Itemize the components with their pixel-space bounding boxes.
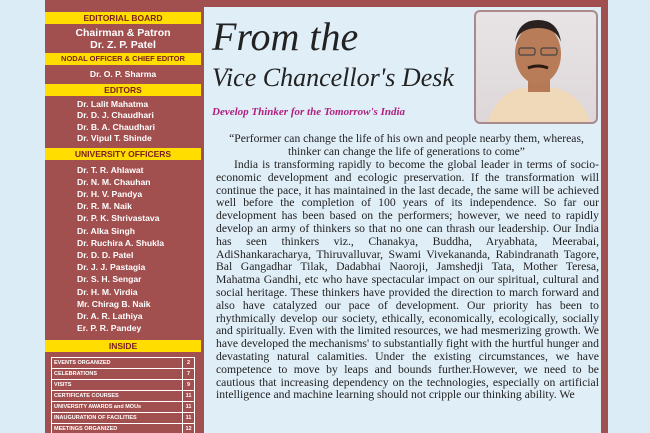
contents-title: CERTIFICATE COURSES — [52, 391, 183, 402]
contents-title: CELEBRATIONS — [52, 369, 183, 380]
contents-title: INAUGURATION OF FACILITIES — [52, 413, 183, 424]
contents-row[interactable] — [52, 391, 195, 402]
title-from-the: From the — [212, 14, 359, 59]
editorial-board-heading: EDITORIAL BOARD — [45, 12, 201, 24]
contents-title: VISITS — [52, 380, 183, 391]
inside-heading: INSIDE — [45, 340, 201, 352]
officer-name: Dr. J. J. Pastagia — [77, 262, 146, 273]
vice-chancellor-photo — [474, 10, 598, 124]
contents-row[interactable] — [52, 358, 195, 369]
contents-row[interactable] — [52, 413, 195, 424]
title-vice-chancellors-desk: Vice Chancellor's Desk — [212, 63, 454, 92]
chairman-title: Chairman & Patron — [75, 27, 171, 39]
officer-name: Dr. P. K. Shrivastava — [77, 213, 160, 224]
contents-row[interactable] — [52, 402, 195, 413]
contents-page: 11 — [183, 413, 195, 424]
officer-name: Mr. Chirag B. Naik — [77, 298, 151, 309]
editor-name: Dr. D. J. Chaudhari — [77, 110, 154, 120]
contents-row[interactable] — [52, 380, 195, 391]
officer-name: Dr. S. H. Sengar — [77, 274, 142, 285]
officers-list — [45, 160, 201, 339]
main-frame — [201, 0, 608, 433]
contents-page: 7 — [183, 369, 195, 380]
vc-desk-panel — [204, 7, 601, 433]
university-officers-heading: UNIVERSITY OFFICERS — [45, 148, 201, 160]
editor-name: Dr. Vipul T. Shinde — [77, 133, 152, 143]
officer-name: Dr. N. M. Chauhan — [77, 176, 151, 187]
contents-page: 12 — [183, 424, 195, 433]
contents-page: 2 — [183, 358, 195, 369]
officer-name: Dr. Ruchira A. Shukla — [77, 237, 165, 248]
editor-name: Dr. B. A. Chaudhari — [77, 121, 155, 132]
contents-page: 9 — [183, 380, 195, 391]
body-text: India is transforming rapidly to become the global leader in terms of socio-economic development and ecologic preservation. If the transformation will continue the pace, it has maintained in the last decade, the same will be achieved well before the completion of 100 years of its independence. So far our development has been based on the performers; however, we need to rapidly develop an army of thinkers so that no one can thrash our leadership. Our India has seen thinkers viz., Chanakya, Buddha, Aryabhata, Meerabai, AdiShankaracharya, Thiruvalluvar, Swami Vivekananda, Rabindranath Tagore, Bal Gangadhar Tilak, Dadabhai Naoroji, Jamshedji Tata, Mother Teresa, Mahatma Gandhi, etc who have spectacular impact on our spiritual, cultural and social heritage. These thinkers have provided the direction to march forward and also have catalyzed our pace of development. Our priority has been to rhythmically develop our society, ethically, economically, ecologically, socially and spiritually. Even with the limited resources, we had mesmerizing growth. We have developed the mechanisms' to substantially fight with the hurtful hunger and devastating natural calamities. Under the existing circumstances, we have competence to move by leaps and bounds further.However, we need to be cautious that increasing dependency on the technologies, especially on artificial intelligence and machine learning should not cripple our thinking ability. We — [216, 158, 599, 402]
contents-title: MEETINGS ORGANIZED — [52, 424, 183, 433]
officer-name: Dr. Alka Singh — [77, 225, 135, 236]
contents-page: 11 — [183, 391, 195, 402]
editor-name: Dr. Lalit Mahatma — [77, 98, 149, 109]
sidebar — [45, 0, 201, 433]
subtitle: Develop Thinker for the Tomorrow's India — [212, 106, 406, 118]
chairman-name: Dr. Z. P. Patel — [90, 38, 156, 51]
nodal-officer-heading: NODAL OFFICER & CHIEF EDITOR — [45, 53, 201, 65]
editors-heading: EDITORS — [45, 84, 201, 96]
contents-row[interactable] — [52, 369, 195, 380]
contents-title: UNIVERSITY AWARDS and MOUs — [52, 402, 183, 413]
officer-name: Dr. T. R. Ahlawat — [77, 164, 144, 175]
nodal-officer-name: Dr. O. P. Sharma — [89, 69, 157, 79]
editors-list — [45, 96, 201, 148]
officer-name: Dr. H. M. Virdia — [77, 286, 138, 297]
officer-name: Dr. R. M. Naik — [77, 201, 132, 212]
contents-page: 11 — [183, 402, 195, 413]
contents-title: EVENTS ORGANIZED — [52, 358, 183, 369]
officer-name: Dr. H. V. Pandya — [77, 188, 143, 199]
contents-row[interactable] — [52, 424, 195, 433]
officer-name: Er. P. R. Pandey — [77, 323, 142, 334]
contents-table — [51, 357, 195, 433]
officer-name: Dr. D. D. Patel — [77, 249, 134, 260]
officer-name: Dr. A. R. Lathiya — [77, 310, 143, 321]
quote: “Performer can change the life of his own and people nearby them, whereas, thinker can change the life of generations to come” — [229, 132, 584, 158]
